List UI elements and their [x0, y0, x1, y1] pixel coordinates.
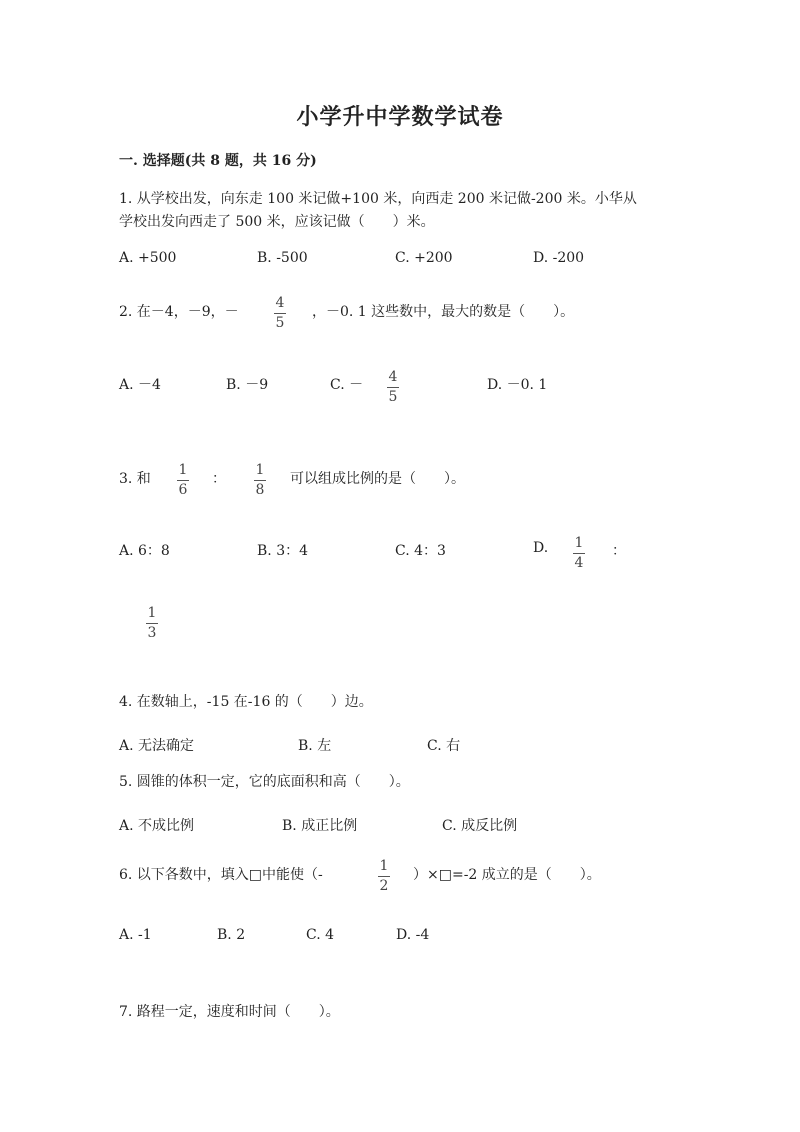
q2-option-d: D. －0. 1 [487, 377, 548, 393]
question-6-prefix: 6. 以下各数中，填入□中能使（- [119, 867, 323, 883]
fraction-numerator: 4 [275, 295, 285, 311]
q4-option-c: C. 右 [427, 738, 461, 754]
fraction-denominator: 5 [275, 315, 285, 331]
fraction-numerator: 1 [379, 858, 389, 874]
question-2-prefix: 2. 在－4，－9，－ [119, 304, 239, 320]
q5-option-a: A. 不成比例 [119, 818, 195, 834]
q3-fraction-2 [250, 462, 270, 499]
q3-option-d-fraction-2 [142, 605, 162, 642]
question-4-text: 4. 在数轴上，-15 在-16 的（ ）边。 [119, 694, 373, 710]
q2-option-c: C. － [330, 377, 364, 393]
fraction-numerator: 1 [178, 462, 188, 478]
q6-option-b: B. 2 [217, 927, 246, 943]
fraction-bar [146, 623, 158, 624]
fraction-numerator: 1 [147, 605, 157, 621]
question-3-prefix: 3. 和 [119, 471, 151, 487]
q2-option-c-fraction [383, 369, 403, 406]
q6-option-a: A. -1 [119, 927, 152, 943]
q1-option-b: B. -500 [257, 250, 308, 266]
fraction-bar [387, 387, 399, 388]
q6-option-d: D. -4 [396, 927, 430, 943]
section-heading: 一. 选择题(共 8 题，共 16 分) [119, 153, 317, 169]
fraction-denominator: 4 [574, 555, 584, 571]
q3-colon: ： [212, 471, 226, 487]
q3-option-a: A. 6：8 [119, 543, 170, 559]
question-2-suffix: ，－0. 1 这些数中，最大的数是（ ）。 [312, 304, 575, 320]
q3-option-c: C. 4：3 [395, 543, 446, 559]
fraction-bar [274, 313, 286, 314]
fraction-denominator: 2 [379, 878, 389, 894]
q5-option-b: B. 成正比例 [282, 818, 358, 834]
fraction-bar [573, 553, 585, 554]
q1-option-c: C. +200 [395, 250, 453, 266]
question-1-line-1: 1. 从学校出发，向东走 100 米记做+100 米，向西走 200 米记做-200 米。小华从 [119, 191, 637, 207]
fraction-denominator: 8 [255, 482, 265, 498]
q4-option-a: A. 无法确定 [119, 738, 195, 754]
fraction-bar [378, 876, 390, 877]
fraction-numerator: 1 [255, 462, 265, 478]
q1-option-d: D. -200 [533, 250, 585, 266]
fraction-numerator: 4 [388, 369, 398, 385]
fraction-denominator: 5 [388, 389, 398, 405]
fraction-denominator: 3 [147, 625, 157, 641]
fraction-bar [177, 480, 189, 481]
q3-option-d-colon: ： [612, 543, 626, 559]
q3-option-d-fraction-1 [569, 535, 589, 572]
question-5-text: 5. 圆锥的体积一定，它的底面积和高（ ）。 [119, 774, 410, 790]
q3-option-d: D. [533, 540, 549, 556]
q3-fraction-1 [173, 462, 193, 499]
q6-option-c: C. 4 [306, 927, 335, 943]
q4-option-b: B. 左 [298, 738, 332, 754]
q2-fraction [270, 295, 290, 332]
q3-option-b: B. 3：4 [257, 543, 309, 559]
question-1-line-2: 学校出发向西走了 500 米，应该记做（ ）米。 [119, 214, 435, 230]
q1-option-a: A. +500 [119, 250, 177, 266]
page-title: 小学升中学数学试卷 [296, 104, 504, 130]
question-6-suffix: ）×□=-2 成立的是（ ）。 [413, 867, 601, 883]
question-7-text: 7. 路程一定，速度和时间（ ）。 [119, 1004, 340, 1020]
question-3-suffix: 可以组成比例的是（ ）。 [290, 471, 465, 487]
q2-option-b: B. －9 [226, 377, 269, 393]
fraction-denominator: 6 [178, 482, 188, 498]
fraction-bar [254, 480, 266, 481]
fraction-numerator: 1 [574, 535, 584, 551]
q5-option-c: C. 成反比例 [442, 818, 518, 834]
q2-option-a: A. －4 [119, 377, 161, 393]
q6-fraction [374, 858, 394, 895]
